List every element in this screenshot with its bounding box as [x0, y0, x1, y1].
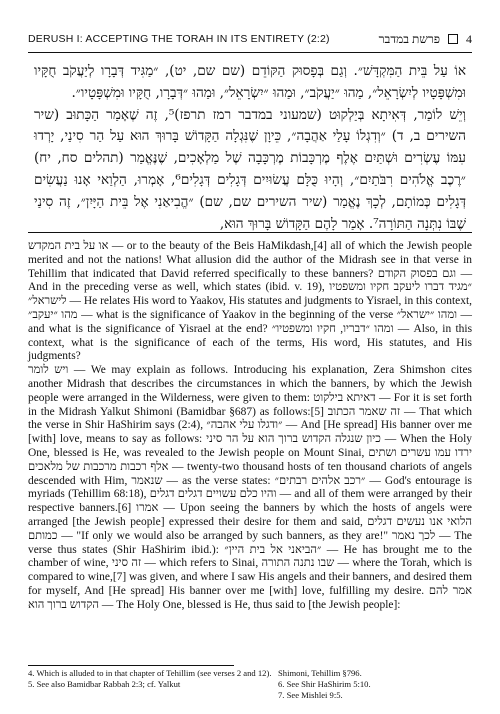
footnotes — [28, 668, 472, 701]
footnote-5-continued: Shimoni, Tehillim §796. — [278, 668, 362, 678]
commentary-paragraph-1: או על בית המקדש — or to the beauty of the Beis HaMikdash,[4] all of which the Jewish people merited and not the nations! What allusion did the author of the Midrash see in that verse in Tehillim that indicated that David referred specifically to these banners? וגם בפסוק הקודם — And in the preceding verse as well, which states (ibid. v. 19), ״מגיד דברו ליעקב חקיו ומשפטיו לישראל״ — He relates His word to Yaakov, His statutes and judgments to Yisrael, in this context, מהו ״יעקב״ — what is the significance of Yaakov in the beginning of the verse ומהו ״ישראל״ — and what is the significance of Yisrael at the end? ומהו ״דבריו, חקיו ומשפטיו״ — Also, in this context, what is the significance of each of the terms, His word, His statutes, and His judgments? — [28, 240, 473, 363]
hebrew-text-block — [34, 61, 466, 235]
footnote-spacer — [28, 690, 268, 701]
footnote-7: 7. See Mishlei 9:5. — [278, 690, 343, 700]
chapter-title: DERUSH I: ACCEPTING THE TORAH IN ITS ENTIRETY (2:2) — [28, 33, 330, 45]
english-commentary — [28, 240, 472, 613]
running-header — [28, 30, 472, 48]
page-number: 4 — [466, 31, 472, 46]
footnote-4: 4. Which is alluded to in that chapter of Tehillim (see verses 2 and 12). — [28, 668, 272, 678]
header-right — [379, 32, 472, 47]
footnote-rule — [28, 665, 234, 666]
hebrew-paragraph-2: וְיֵשׁ לוֹמַר, דְּאִיתָא בְּיַלְקוּט (שמעוני במדבר רמז תרפז)⁵, זֶה שֶׁאָמַר הַכָּתוּב (שיר השירים ב, ד) ״וְדִגְלוֹ עָלַי אַהֲבָה״, כֵּיוָן שֶׁנִּגְלָה הַקָּדוֹשׁ בָּרוּךְ הוּא עַל הַר סִינַי, יָרְדוּ עִמּוֹ עֶשְׂרִים וּשְׁתַּיִם אֶלֶף מֶרְכָּבוֹת מֶרְכָּבָה שֶׁל מַלְאָכִים, שֶׁנֶּאֱמַר (תהלים סח, יח) ״רֶכֶב אֱלֹהִים רִבֹּתַיִם״, וְהָיוּ כֻּלָּם עֲשׂוּיִים דְּגָלִים דְּגָלִים⁶, אָמְרוּ, הַלְוַאי אָנוּ נַעֲשִׂים דְּגָלִים כְּמוֹתָם, לְכָךְ נֶאֱמַר (שיר השירים שם, שם) ״הֱבִיאַנִי אֶל בֵּית הַיָּיִן״, זֶה סִינַי שֶׁבּוֹ נִתְּנָה הַתּוֹרָה⁷. אָמַר לָהֶם הַקָּדוֹשׁ בָּרוּךְ הוּא, — [34, 106, 466, 232]
square-ornament-icon — [448, 34, 458, 44]
header-rule — [28, 52, 472, 53]
section-divider — [28, 232, 472, 233]
parsha-title: פרשת במדבר — [378, 31, 440, 46]
footnote-5: 5. See also Bamidbar Rabbah 2:3; cf. Yalkut — [28, 679, 181, 689]
hebrew-paragraph-1: אוֹ עַל בֵּית הַמִּקְדָּשׁ״. וְגַם בְּפָסוּק הַקּוֹדֵם (שם שם, יט), ״מַגִּיד דְּבָרָו לְיַעֲקֹב חֻקָּיו וּמִשְׁפָּטָיו לְיִשְׂרָאֵל״, מַהוּ ״יַעֲקֹב״, וּמַהוּ ״יִשְׂרָאֵל״, וּמַהוּ ״דְּבָרָו, חֻקָּיו וּמִשְׁפָּטָיו״. — [34, 63, 466, 101]
commentary-paragraph-2: ויש לומר — We may explain as follows. Introducing his explanation, Zera Shimshon cites another Midrash that describes the circumstances in which the banners, by which the Jewish people were arranged in the Wilderness, were given to them: דאיתא בילקוט — For it is set forth in the Midrash Yalkut Shimoni (Bamidbar §687) as follows:[5] זה שאמר הכתוב — That which the verse in Shir HaShirim says (2:4), ״ודגלו עלי אהבה״ — And [He spread] His banner over me [with] love, means to say as follows: כיון שנגלה הקדוש ברוך הוא על הר סיני — When the Holy One, blessed is He, was revealed to the Jewish people on Mount Sinai, ירדו עמו עשרים ושתים אלף רכבות מרכבות של מלאכים — twenty-two thousand hosts of ten thousand chariots of angels descended with Him, שנאמר — as the verse states: ״רכב אלהים רבתים״ — God's entourage is myriads (Tehillim 68:18), והיו כלם עשויים דגלים דגלים — and all of them were arranged by their respective banners.[6] אמרו — Upon seeing the banners by which the hosts of angels were arranged [the Jewish people] expressed their desire for them and said, הלואי אנו נעשים דגלים כמותם — "If only we would also be arranged by such banners, as they are!" לכך נאמר — The verse thus states (Shir HaShirim ibid.): ״הביאני אל בית היין״ — He has brought me to the chamber of wine, זה סיני — which refers to Sinai, שבו נתנה התורה — where the Torah, which is compared to wine,[7] was given, and where I saw His angels and their banners, and desired them for myself, And [He spread] His banner over me [with] love, fulfilling my desire. אמר להם הקדוש ברוך הוא — The Holy One, blessed is He, thus said to [the Jewish people]: — [28, 364, 473, 611]
footnote-6: 6. See Shir HaShirim 5:10. — [278, 679, 371, 689]
